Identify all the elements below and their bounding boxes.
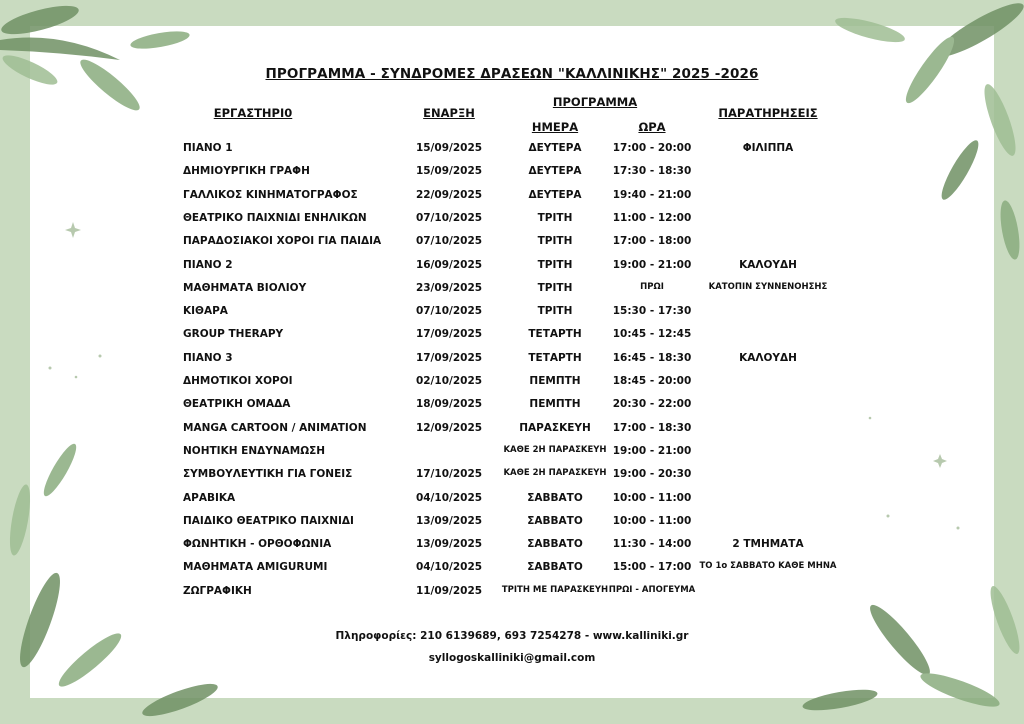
- table-row: [0, 305, 1024, 328]
- time: 10:00 - 11:00: [612, 514, 692, 527]
- day: ΣΑΒΒΑΤΟ: [527, 561, 583, 574]
- start-date: 12/09/2025: [415, 421, 483, 434]
- table-row: [0, 165, 1024, 188]
- day: ΤΡΙΤΗ: [537, 281, 573, 294]
- workshop-name: ΖΩΓΡΑΦΙΚΗ: [183, 584, 252, 597]
- table-row: [0, 189, 1024, 212]
- start-date: 07/10/2025: [415, 305, 483, 318]
- time: 10:00 - 11:00: [612, 491, 692, 504]
- workshop-name: ΠΙΑΝΟ 3: [183, 351, 233, 364]
- start-date: 15/09/2025: [415, 142, 483, 154]
- table-row: [0, 468, 1024, 491]
- table-row: [0, 212, 1024, 235]
- workshop-name: ΦΩΝΗΤΙΚΗ - ΟΡΘΟΦΩΝΙΑ: [183, 538, 332, 551]
- day: ΠΕΜΠΤΗ: [529, 398, 581, 411]
- start-date: 04/10/2025: [415, 561, 483, 574]
- day: ΤΡΙΤΗ: [537, 305, 573, 318]
- workshop-name: ΔΗΜΙΟΥΡΓΙΚΗ ΓΡΑΦΗ: [183, 165, 310, 178]
- table-row: [0, 538, 1024, 561]
- header-notes: ΠΑΡΑΤΗΡΗΣΕΙΣ: [718, 106, 818, 120]
- workshop-name: ΠΙΑΝΟ 1: [183, 142, 233, 154]
- note: ΦΙΛΙΠΠΑ: [742, 142, 794, 154]
- start-date: 04/10/2025: [415, 491, 483, 504]
- time: 15:00 - 17:00: [612, 561, 692, 574]
- time: 20:30 - 22:00: [612, 398, 692, 411]
- table-row: [0, 328, 1024, 351]
- start-date: 07/10/2025: [415, 211, 483, 224]
- day: ΤΕΤΑΡΤΗ: [528, 351, 582, 364]
- time: 15:30 - 17:30: [612, 305, 692, 318]
- table-row: [0, 585, 1024, 608]
- day: ΔΕΥΤΕΡΑ: [528, 165, 582, 178]
- header-day: ΗΜΕΡΑ: [531, 120, 579, 134]
- table-row: [0, 445, 1024, 468]
- start-date: 16/09/2025: [415, 258, 483, 271]
- table-row: [0, 235, 1024, 258]
- workshop-name: ΑΡΑΒΙΚΑ: [183, 491, 236, 504]
- time: 17:00 - 20:00: [612, 142, 692, 154]
- time: ΠΡΩΙ - ΑΠΟΓΕΥΜΑ: [608, 584, 696, 595]
- day: ΤΡΙΤΗ: [537, 235, 573, 248]
- start-date: 18/09/2025: [415, 398, 483, 411]
- time: 19:00 - 21:00: [612, 444, 692, 457]
- table-row: [0, 282, 1024, 305]
- header-workshop: ΕΡΓΑΣΤΗΡΙ0: [213, 106, 293, 120]
- workshop-name: ΜΑΘΗΜΑΤΑ ΒΙΟΛΙΟΥ: [183, 281, 307, 294]
- start-date: 23/09/2025: [415, 281, 483, 294]
- header-start: ΕΝΑΡΞΗ: [423, 106, 475, 120]
- table-row: [0, 142, 1024, 165]
- table-row: [0, 352, 1024, 375]
- workshop-name: ΣΥΜΒΟΥΛΕΥΤΙΚΗ ΓΙΑ ΓΟΝΕΙΣ: [183, 468, 353, 481]
- day: ΤΡΙΤΗ: [537, 258, 573, 271]
- start-date: 22/09/2025: [415, 188, 483, 201]
- workshop-name: ΜΑΘΗΜΑΤΑ AMIGURUMI: [183, 561, 328, 574]
- time: 10:45 - 12:45: [612, 328, 692, 341]
- note: ΚΑΛΟΥΔΗ: [739, 351, 797, 364]
- start-date: 07/10/2025: [415, 235, 483, 248]
- workshop-name: ΘΕΑΤΡΙΚΟ ΠΑΙΧΝΙΔΙ ΕΝΗΛΙΚΩΝ: [183, 211, 367, 224]
- day: ΤΕΤΑΡΤΗ: [528, 328, 582, 341]
- day: ΣΑΒΒΑΤΟ: [527, 514, 583, 527]
- time: 11:30 - 14:00: [612, 538, 692, 551]
- time: ΠΡΩΙ: [640, 281, 664, 292]
- table-row: [0, 422, 1024, 445]
- time: 19:40 - 21:00: [612, 188, 692, 201]
- note: ΚΑΤΟΠΙΝ ΣΥΝΝΕΝΟΗΣΗΣ: [708, 281, 828, 292]
- start-date: 02/10/2025: [415, 375, 483, 387]
- table-row: [0, 561, 1024, 584]
- workshop-name: ΚΙΘΑΡΑ: [183, 305, 228, 318]
- time: 17:00 - 18:00: [612, 235, 692, 248]
- day: ΚΑΘΕ 2Η ΠΑΡΑΣΚΕΥΗ: [503, 468, 607, 479]
- start-date: 13/09/2025: [415, 538, 483, 551]
- table-row: [0, 515, 1024, 538]
- footer-info: Πληροφορίες: 210 6139689, 693 7254278 - www.kalliniki.gr: [335, 630, 689, 642]
- day: ΚΑΘΕ 2Η ΠΑΡΑΣΚΕΥΗ: [503, 444, 607, 455]
- start-date: 15/09/2025: [415, 165, 483, 178]
- footer-email: syllogoskalliniki@gmail.com: [428, 652, 596, 664]
- workshop-name: ΠΑΡΑΔΟΣΙΑΚΟΙ ΧΟΡΟΙ ΓΙΑ ΠΑΙΔΙΑ: [183, 235, 382, 248]
- note: 2 ΤΜΗΜΑΤΑ: [732, 538, 804, 551]
- day: ΣΑΒΒΑΤΟ: [527, 538, 583, 551]
- start-date: 17/09/2025: [415, 328, 483, 341]
- workshop-name: GROUP THERAPY: [183, 328, 284, 341]
- start-date: 17/10/2025: [415, 468, 483, 481]
- note: ΤΟ 1ο ΣΑΒΒΑΤΟ ΚΑΘΕ ΜΗΝΑ: [699, 561, 837, 572]
- workshop-name: ΠΑΙΔΙΚΟ ΘΕΑΤΡΙΚΟ ΠΑΙΧΝΙΔΙ: [183, 514, 354, 527]
- workshop-name: ΔΗΜΟΤΙΚΟΙ ΧΟΡΟΙ: [183, 375, 293, 387]
- day: ΔΕΥΤΕΡΑ: [528, 188, 582, 201]
- workshop-name: MANGA CARTOON / ANIMATION: [183, 421, 367, 434]
- day: ΠΕΜΠΤΗ: [529, 375, 581, 387]
- day: ΤΡΙΤΗ ΜΕ ΠΑΡΑΣΚΕΥΗ: [501, 584, 609, 595]
- day: ΤΡΙΤΗ: [537, 211, 573, 224]
- header-time: ΩΡΑ: [638, 120, 666, 134]
- table-row: [0, 375, 1024, 398]
- workshop-name: ΠΙΑΝΟ 2: [183, 258, 233, 271]
- time: 11:00 - 12:00: [612, 211, 692, 224]
- start-date: 17/09/2025: [415, 351, 483, 364]
- note: ΚΑΛΟΥΔΗ: [739, 258, 797, 271]
- time: 19:00 - 20:30: [612, 468, 692, 481]
- day: ΠΑΡΑΣΚΕΥΗ: [519, 421, 591, 434]
- page-title: ΠΡΟΓΡΑΜΜΑ - ΣΥΝΔΡΟΜΕΣ ΔΡΑΣΕΩΝ "ΚΑΛΛΙΝΙΚΗΣ" 2025 -2026: [265, 66, 759, 82]
- workshop-name: ΓΑΛΛΙΚΟΣ ΚΙΝΗΜΑΤΟΓΡΑΦΟΣ: [183, 188, 358, 201]
- time: 16:45 - 18:30: [612, 351, 692, 364]
- time: 17:00 - 18:30: [612, 421, 692, 434]
- time: 17:30 - 18:30: [612, 165, 692, 178]
- start-date: 11/09/2025: [415, 584, 483, 597]
- start-date: 13/09/2025: [415, 514, 483, 527]
- table-row: [0, 398, 1024, 421]
- workshop-name: ΘΕΑΤΡΙΚΗ ΟΜΑΔΑ: [183, 398, 291, 411]
- workshop-name: ΝΟΗΤΙΚΗ ΕΝΔΥΝΑΜΩΣΗ: [183, 444, 326, 457]
- day: ΔΕΥΤΕΡΑ: [528, 142, 582, 154]
- time: 18:45 - 20:00: [612, 375, 692, 387]
- table-row: [0, 259, 1024, 282]
- day: ΣΑΒΒΑΤΟ: [527, 491, 583, 504]
- header-program: ΠΡΟΓΡΑΜΜΑ: [552, 95, 638, 109]
- table-row: [0, 492, 1024, 515]
- time: 19:00 - 21:00: [612, 258, 692, 271]
